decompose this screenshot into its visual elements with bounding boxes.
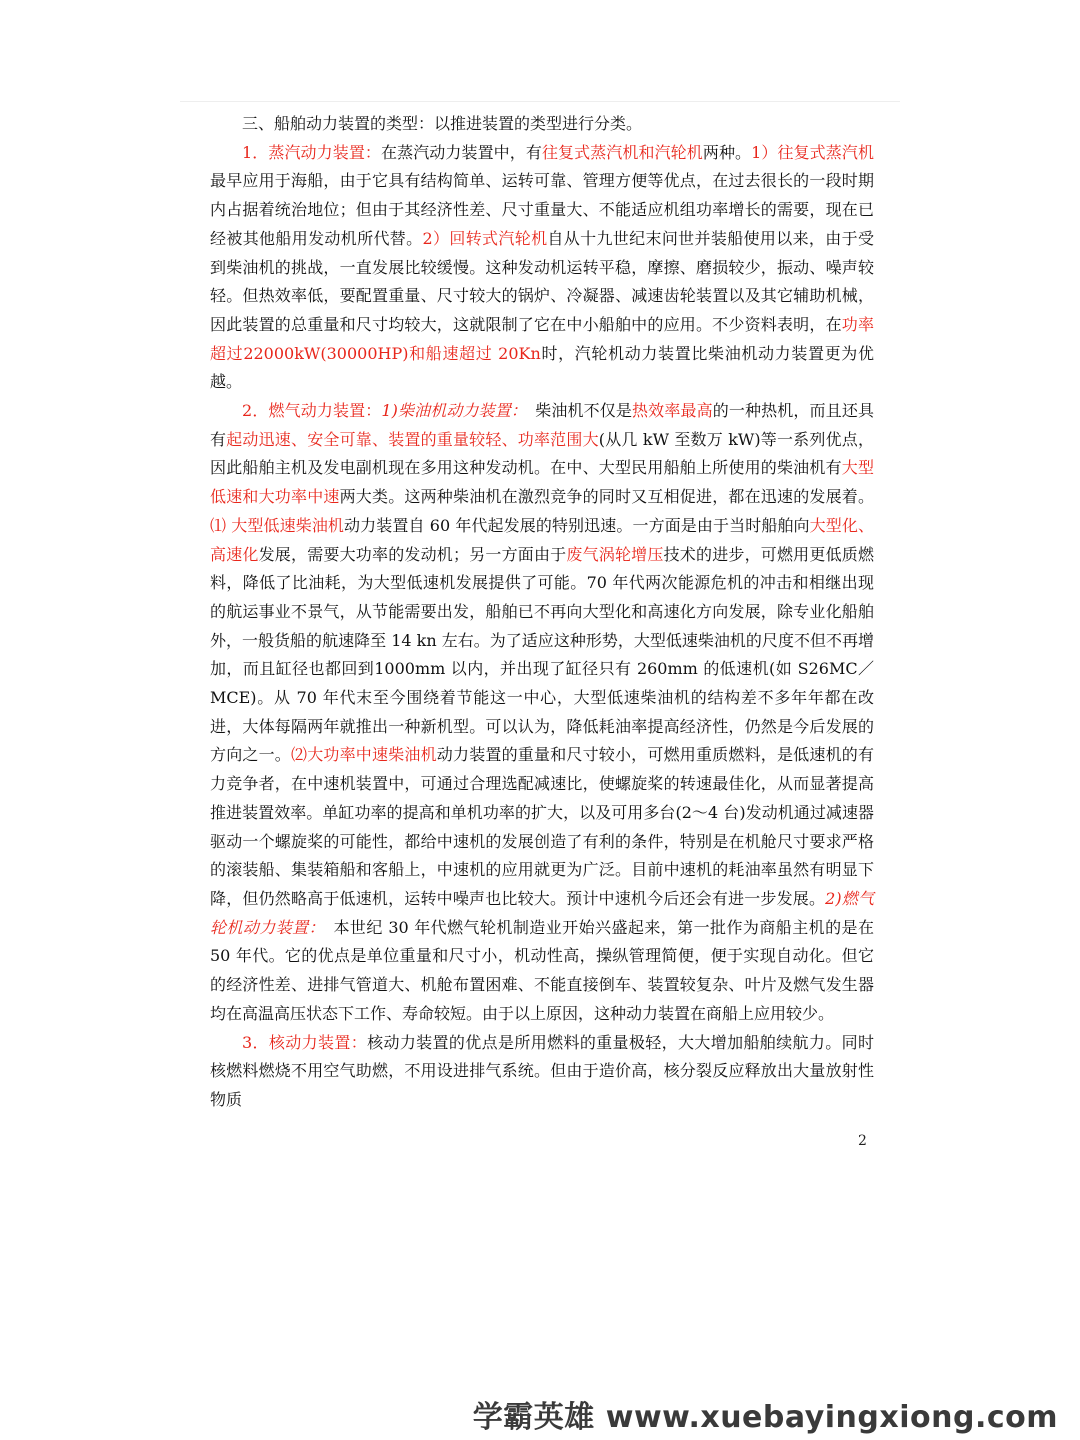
paragraph-gas [210,397,874,1028]
section-heading: 三、船舶动力装置的类型：以推进装置的类型进行分类。 [242,114,643,133]
steam-label: 1．蒸汽动力装置： [242,142,382,162]
header-rule [180,101,900,102]
nuclear-label: 3．核动力装置： [242,1032,368,1052]
gas-text-8: 动力装置的重量和尺寸较小，可燃用重质燃料，是低速机的有力竞争者，在中速机装置中，可通过合理选配减速比，使螺旋桨的转速最佳化，从而显著提高推进装置效率。单缸功率的提高和单机功率的扩大，以及可用多台(2～4 台)发动机通过减速器驱动一个螺旋桨的可能性，都给中速机的发展创造了有利的条件，特别是在机舱尺寸要求严格的滚装船、集装箱船和客船上，中速机的应用就更为广泛。目前中速机的耗油率虽然有明显下降，但仍然略高于低速机，运转中噪声也比较大。预计中速机今后还会有进一步发展。 [210,745,874,908]
gas-highlight-2: 起动迅速、安全可靠、装置的重量较轻、功率范围大 [226,429,599,449]
steam-text-1: 在蒸汽动力装置中，有 [381,142,542,162]
gas-highlight-7: ⑵大功率中速柴油机 [291,745,437,765]
steam-text-4: 自从十九世纪末问世并装船使用以来，由于受到柴油机的挑战，一直发展比较缓慢。这种发动机运转平稳，摩擦、磨损较少，振动、噪声较轻。但热效率低，要配置重量、尺寸较大的锅炉、冷凝器、减速齿轮装置以及其它辅助机械，因此装置的总重量和尺寸均较大，这就限制了它在中小船舶中的应用。不少资料表明，在 [210,228,874,334]
gas-highlight-1: 热效率最高 [632,401,713,421]
nuclear-text-1: 核动力装置的优点是所用燃料的重量极轻，大大增加船舶续航力。同时核燃料燃烧不用空气助燃，不用设进排气系统。但由于造价高，核分裂反应释放出大量放射性物质 [210,1032,874,1109]
gas-text-5: 动力装置自 60 年代起发展的特别迅速。一方面是由于当时船舶向 [344,515,810,535]
site-watermark: 学霸英雄 www.xuebayingxiong.com [472,1400,1058,1435]
gas-highlight-4: ⑴ 大型低速柴油机 [210,515,345,535]
gas-text-4: 两大类。这两种柴油机在激烈竞争的同时又互相促进，都在迅速的发展着。 [339,487,874,507]
gas-text-9: 本世纪 30 年代燃气轮机制造业开始兴盛起来，第一批作为商船主机的是在 50 年代。它的优点是单位重量和尺寸小，机动性高，操纵管理简便，便于实现自动化。但它的经济性差、进排气管道大、机舱布置困难、不能直接倒车、装置较复杂、叶片及燃气发生器均在高温高压状态下工作、寿命较短。由于以上原因，这种动力装置在商船上应用较少。 [210,917,874,1023]
gas-highlight-5: 大型化、高速化 [210,515,874,564]
steam-text-2: 两种。 [702,142,752,162]
gas-text-7: 技术的进步，可燃用更低质燃料，降低了比油耗，为大型低速机发展提供了可能。70 年代两次能源危机的冲击和相继出现的航运事业不景气，从节能需要出发，船舶已不再向大型化和高速化方向发展，除专业化船舶外，一般货船的航速降至 14 kn 左右。为了适应这种形势，大型低速柴油机的尺度不但不再增加，而且缸径也都回到1000mm 以内，并出现了缸径只有 260mm 的低速机(如 S26MC／MCE)。从 70 年代末至今围绕着节能这一中心，大型低速柴油机的结构差不多年年都在改进，大体每隔两年就推出一种新机型。可以认为，降低耗油率提高经济性，仍然是今后发展的方向之一。 [210,544,874,765]
paragraph-nuclear [210,1029,874,1115]
document-body [210,110,874,1115]
gas-label: 2．燃气动力装置： [242,401,382,421]
gas-text-1: 柴油机不仅是 [519,401,633,421]
steam-highlight-4: 功率超过22000kW(30000HP)和船速超过 20Kn [210,314,874,363]
gas-highlight-6: 废气涡轮增压 [566,544,664,564]
page-number: 2 [858,1133,867,1149]
paragraph-steam [210,139,874,397]
steam-highlight-2: 1）往复式蒸汽机 [751,142,874,162]
gas-highlight-3: 大型低速和大功率中速 [210,458,874,507]
diesel-sublabel: 1)柴油机动力装置： [381,401,520,421]
steam-text-3: 最早应用于海船，由于它具有结构简单、运转可靠、管理方便等优点，在过去很长的一段时期内占据着统治地位；但由于其经济性差、尺寸重量大、不能适应机组功率增长的需要，现在已经被其他船用发动机所代替。 [210,171,874,248]
gas-text-3: (从几 kW 至数万 kW)等一系列优点，因此船舶主机及发电副机现在多用这种发动机。在中、大型民用船舶上所使用的柴油机有 [210,429,874,478]
gas-text-6: 发展，需要大功率的发动机；另一方面由于 [258,544,567,564]
steam-text-5: 时，汽轮机动力装置比柴油机动力装置更为优越。 [210,343,874,392]
turbine-sublabel: 2)燃气轮机动力装置： [210,888,874,937]
gas-text-2: 的一种热机，而且还具有 [210,401,874,449]
steam-highlight-1: 往复式蒸汽机和汽轮机 [541,142,703,162]
steam-highlight-3: 2）回转式汽轮机 [422,228,548,248]
